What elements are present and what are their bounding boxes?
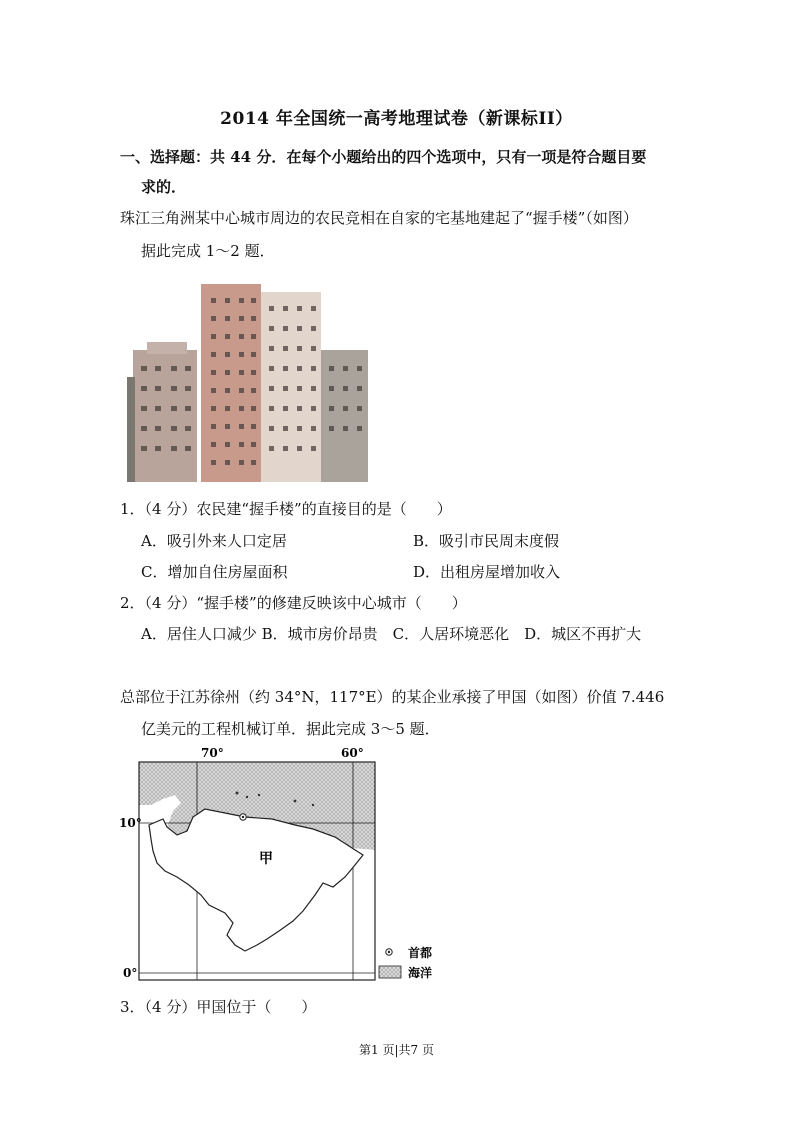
country-map [117,745,447,985]
lon-60-label: 60° [341,746,364,760]
exam-title: 2014 年全国统一高考地理试卷（新课标II） [220,109,573,129]
handshake-buildings-photo [127,282,368,482]
legend-ocean-label: 海洋 [408,966,433,980]
legend-ocean-swatch [379,966,401,978]
section-heading-cont: 求的． [141,178,187,196]
legend-capital-label: 首都 [408,946,433,960]
country-label: 甲 [259,851,273,867]
q1-option-b[interactable]: B．吸引市民周末度假 [413,532,560,550]
intro-paragraph-1: 珠江三角洲某中心城市周边的农民竞相在自家的宅基地建起了“握手楼”（如图） [120,209,638,227]
question-2-stem: 2．（4 分）“握手楼”的修建反映该中心城市（ ） [120,594,467,612]
q1-option-c[interactable]: C．增加自住房屋面积 [141,563,288,581]
section-heading: 一、选择题：共 44 分．在每个小题给出的四个选项中，只有一项是符合题目要 [120,148,647,166]
intro-paragraph-1-cont: 据此完成 1～2 题． [141,242,275,260]
q1-option-a[interactable]: A．吸引外来人口定居 [141,532,287,550]
intro-paragraph-2: 总部位于江苏徐州（约 34°N，117°E）的某企业承接了甲国（如图）价值 7.446 [120,688,665,706]
lon-70-label: 70° [201,746,224,760]
page-footer: 第1 页|共7 页 [359,1043,434,1057]
question-1-stem: 1．（4 分）农民建“握手楼”的直接目的是（ ） [120,500,452,518]
lat-0-label: 0° [123,966,138,980]
lat-10-label: 10° [119,816,142,830]
intro-paragraph-2-cont: 亿美元的工程机械订单．据此完成 3～5 题． [141,720,440,738]
q1-option-d[interactable]: D．出租房屋增加收入 [413,563,561,581]
q2-options[interactable]: A．居住人口减少 B．城市房价昂贵 C．人居环境恶化 D．城区不再扩大 [141,625,642,643]
question-3-stem: 3．（4 分）甲国位于（ ） [120,998,317,1016]
